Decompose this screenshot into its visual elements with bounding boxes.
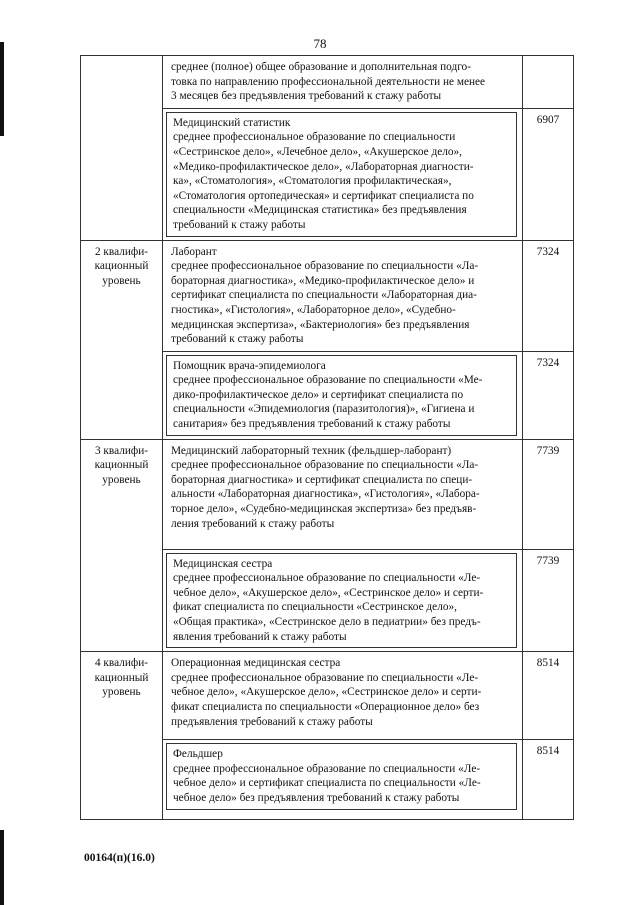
qualification-level-cell — [81, 439, 163, 652]
description-line: среднее профессиональное образование по специальности — [173, 131, 456, 144]
position-description-cell — [163, 240, 523, 351]
description-line: Медицинский статистик — [173, 116, 291, 129]
salary-amount-cell — [523, 652, 574, 740]
qualification-level-line: уровень — [102, 473, 141, 486]
salary-amount-cell — [523, 351, 574, 439]
salary-amount-cell — [523, 549, 574, 652]
description-line: дико-профилактическое дело» и сертификат специалиста по — [173, 388, 464, 401]
salary-amount-cell — [523, 439, 574, 549]
salary-amount-cell — [523, 240, 574, 351]
description-line: бораторная диагностика» и сертификат специалиста по специ- — [171, 473, 473, 486]
description-line: Лаборант — [171, 245, 217, 258]
description-line: среднее (полное) общее образование и дополнительная подго- — [171, 61, 471, 73]
salary-amount — [523, 56, 573, 60]
table-row — [81, 439, 574, 549]
salary-amount-cell — [523, 56, 574, 109]
page-number: 78 — [313, 36, 327, 51]
salary-amount: 8514 — [536, 657, 560, 670]
qualification-level-line: кационный — [94, 260, 149, 273]
qualification-level-line: уровень — [102, 274, 141, 287]
qualification-level-line: кационный — [94, 459, 149, 472]
qualification-level-line: 4 квалифи- — [94, 657, 149, 670]
description-line: сертификат специалиста по специальности «Лабораторная диа- — [171, 289, 477, 302]
description-line: «Стоматология ортопедическая» и сертификат специалиста по — [173, 189, 474, 202]
description-line: гностика», «Гистология», «Лабораторное дело», «Судебно- — [171, 303, 456, 316]
description-line: Медицинский лабораторный техник (фельдшер-лаборант) — [171, 444, 452, 457]
description-line: «Сестринское дело», «Лечебное дело», «Акушерское дело», — [173, 145, 462, 158]
description-line: чебное дело» без предъявления требований к стажу работы — [173, 792, 460, 804]
qualification-table — [80, 55, 574, 820]
table-row — [81, 56, 574, 109]
description-line: бораторная диагностика», «Медико-профилактическое дело» и — [171, 274, 475, 287]
qualification-level-line: кационный — [94, 671, 149, 684]
description-line: фикат специалиста по специальности «Сестринское дело», — [173, 601, 457, 614]
position-description-cell — [163, 740, 523, 820]
position-description-cell — [163, 351, 523, 439]
salary-amount: 7324 — [536, 245, 560, 258]
description-line: альности «Лабораторная диагностика», «Гистология», «Лабора- — [171, 488, 480, 501]
description-line: чебное дело» и сертификат специалиста по специальности «Ле- — [173, 777, 481, 790]
table-row — [81, 652, 574, 740]
binding-mark-top — [0, 42, 4, 136]
salary-amount: 7739 — [536, 444, 560, 457]
table-row — [81, 240, 574, 351]
salary-amount: 7739 — [536, 554, 560, 567]
salary-amount-cell — [523, 740, 574, 820]
description-line: требований к стажу работы — [171, 333, 304, 346]
description-line: среднее профессиональное образование по специальности «Ме- — [173, 374, 483, 387]
qualification-level-cell — [81, 56, 163, 241]
description-line: медицинская экспертиза», «Бактериология» без предъявления — [171, 318, 470, 331]
description-line: среднее профессиональное образование по специальности «Ла- — [171, 459, 479, 472]
description-line: ка», «Стоматология», «Стоматология профилактическая», — [173, 175, 452, 188]
salary-amount: 7324 — [536, 356, 560, 369]
position-description-cell — [163, 652, 523, 740]
document-code: 00164(п)(16.0) — [84, 852, 155, 864]
description-line: ления требований к стажу работы — [171, 517, 335, 530]
qualification-level-line: уровень — [102, 686, 141, 699]
description-line: «Медико-профилактическое дело», «Лабораторная диагности- — [173, 160, 474, 173]
description-line: специальности «Эпидемиология (паразитология)», «Гигиена и — [173, 403, 475, 416]
description-line: 3 месяцев без предъявления требований к стажу работы — [171, 90, 442, 103]
binding-mark-bottom — [0, 830, 4, 905]
description-line: санитария» без предъявления требований к стажу работы — [173, 418, 451, 431]
description-line: Медицинская сестра — [173, 557, 273, 570]
description-line: среднее профессиональное образование по специальности «Ле- — [171, 671, 479, 684]
description-line: «Общая практика», «Сестринское дело в педиатрии» без предъ- — [173, 616, 481, 629]
description-line: торное дело», «Судебно-медицинская экспертиза» без предъяв- — [171, 503, 477, 516]
description-line: предъявления требований к стажу работы — [171, 715, 373, 728]
description-line: явления требований к стажу работы — [173, 630, 347, 643]
description-line: требований к стажу работы — [173, 218, 306, 231]
position-description-cell — [163, 56, 523, 109]
description-line: специальности «Медицинская статистика» без предъявления — [173, 204, 467, 217]
position-description-cell — [163, 439, 523, 549]
position-description-cell — [163, 108, 523, 240]
description-line: среднее профессиональное образование по специальности «Ла- — [171, 260, 479, 273]
description-line: фикат специалиста по специальности «Операционное дело» без — [171, 701, 480, 713]
description-line: среднее профессиональное образование по специальности «Ле- — [173, 762, 481, 775]
description-line: Операционная медицинская сестра — [171, 657, 341, 670]
position-description-cell — [163, 549, 523, 652]
salary-amount: 8514 — [536, 745, 560, 758]
salary-amount: 6907 — [536, 113, 560, 126]
description-line: Помощник врача-эпидемиолога — [173, 359, 326, 372]
qualification-level-line: 3 квалифи- — [94, 444, 149, 457]
qualification-level-line: 2 квалифи- — [94, 245, 149, 258]
qualification-level-cell — [81, 240, 163, 439]
description-line: Фельдшер — [173, 748, 223, 761]
description-line: чебное дело», «Акушерское дело», «Сестринское дело» и серти- — [171, 686, 482, 699]
description-line: товка по направлению профессиональной деятельности не менее — [171, 75, 486, 88]
description-line: среднее профессиональное образование по специальности «Ле- — [173, 572, 481, 585]
salary-amount-cell — [523, 108, 574, 240]
description-line: чебное дело», «Акушерское дело», «Сестринское дело» и серти- — [173, 586, 484, 599]
qualification-level-cell — [81, 652, 163, 820]
